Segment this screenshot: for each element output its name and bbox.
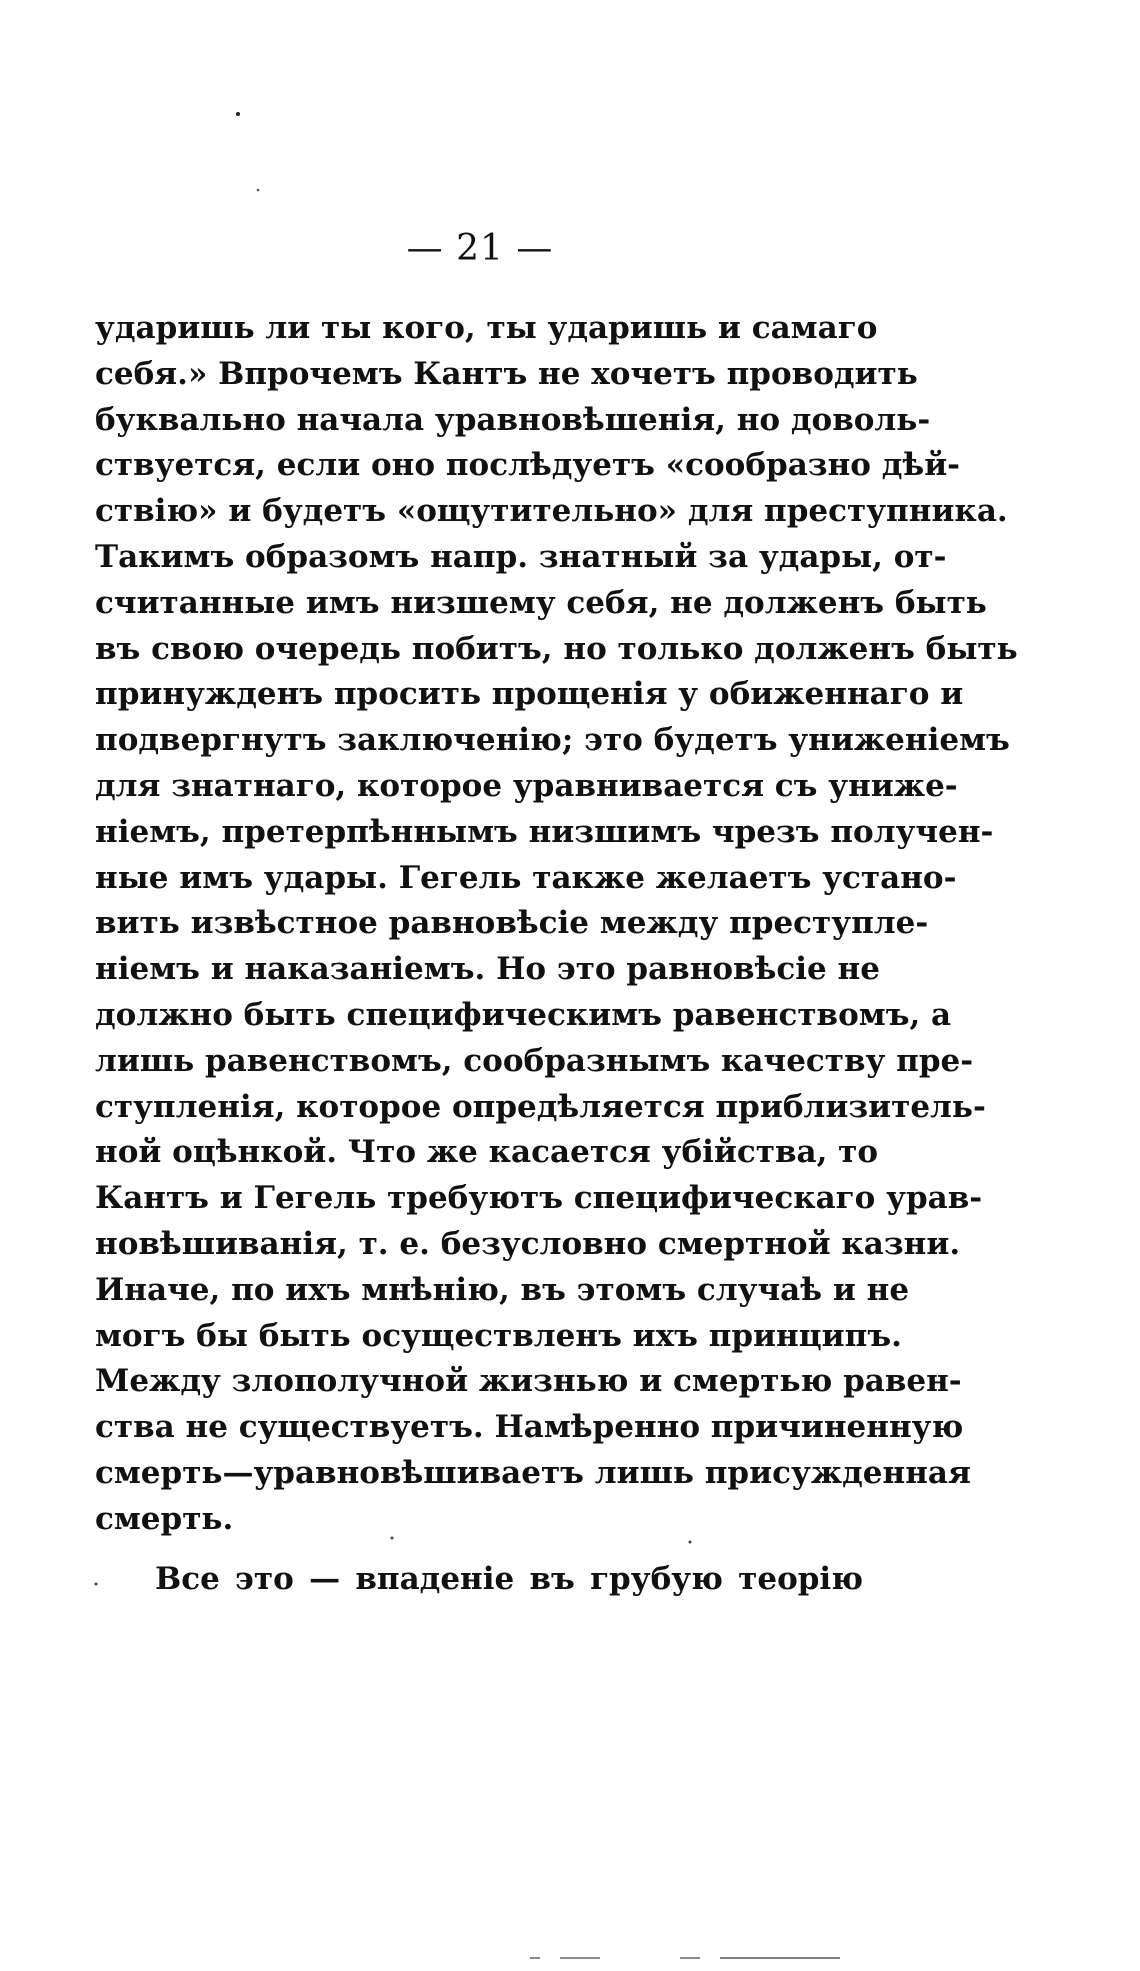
text-line: ства не существуетъ. Намѣренно причиненную: [95, 1409, 964, 1446]
page-number: — 21 —: [406, 228, 554, 269]
text-line: смерть—уравновѣшиваетъ лишь присужденная: [95, 1454, 971, 1491]
text-line: ніемъ и наказаніемъ. Но это равновѣсіе не: [95, 951, 880, 988]
text-line: ніемъ, претерпѣннымъ низшимъ чрезъ получен-: [95, 813, 994, 850]
text-line: смерть.: [95, 1500, 234, 1537]
text-line: лишь равенствомъ, сообразнымъ качеству пре-: [95, 1042, 974, 1079]
text-line: должно быть специфическимъ равенствомъ, а: [95, 996, 952, 1033]
text-line: буквально начала уравновѣшенія, но доволь-: [95, 401, 931, 438]
text-line: Такимъ образомъ напр. знатный за удары, от-: [95, 538, 947, 575]
text-line: ной оцѣнкой. Что же касается убійства, то: [95, 1134, 879, 1171]
text-line: для знатнаго, которое уравнивается съ униже-: [95, 767, 958, 804]
text-line: Между злополучной жизнью и смертью равен-: [95, 1363, 962, 1400]
text-line: ступленія, которое опредѣляется приблизитель-: [95, 1088, 986, 1125]
body-text: [95, 306, 1018, 1602]
text-line: вить извѣстное равновѣсіе между преступле-: [95, 905, 929, 942]
paragraph-start-line: Все это — впаденіе въ грубую теорію: [155, 1560, 863, 1597]
text-line: Кантъ и Гегель требуютъ специфическаго урав-: [95, 1180, 983, 1217]
text-line: ные имъ удары. Гегель также желаетъ устано-: [95, 859, 957, 896]
text-line: ствію» и будетъ «ощутительно» для преступника.: [95, 493, 1008, 530]
text-line: ударишь ли ты кого, ты ударишь и самаго: [95, 310, 878, 346]
text-line: въ свою очередь побитъ, но только долженъ быть: [95, 630, 1018, 667]
text-line: могъ бы быть осуществленъ ихъ принципъ.: [95, 1317, 902, 1354]
text-line: подвергнутъ заключенію; это будетъ униженіемъ: [95, 722, 1010, 759]
text-line: новѣшиванія, т. е. безусловно смертной казни.: [95, 1225, 961, 1262]
text-line: ствуется, если оно послѣдуетъ «сообразно дѣй-: [95, 447, 961, 484]
text-line: принужденъ просить прощенія у обиженнаго и: [95, 676, 964, 713]
text-line: себя.» Впрочемъ Кантъ не хочетъ проводить: [95, 355, 918, 392]
text-line: считанные имъ низшему себя, не долженъ быть: [95, 584, 987, 621]
text-line: Иначе, по ихъ мнѣнію, въ этомъ случаѣ и не: [95, 1271, 910, 1308]
